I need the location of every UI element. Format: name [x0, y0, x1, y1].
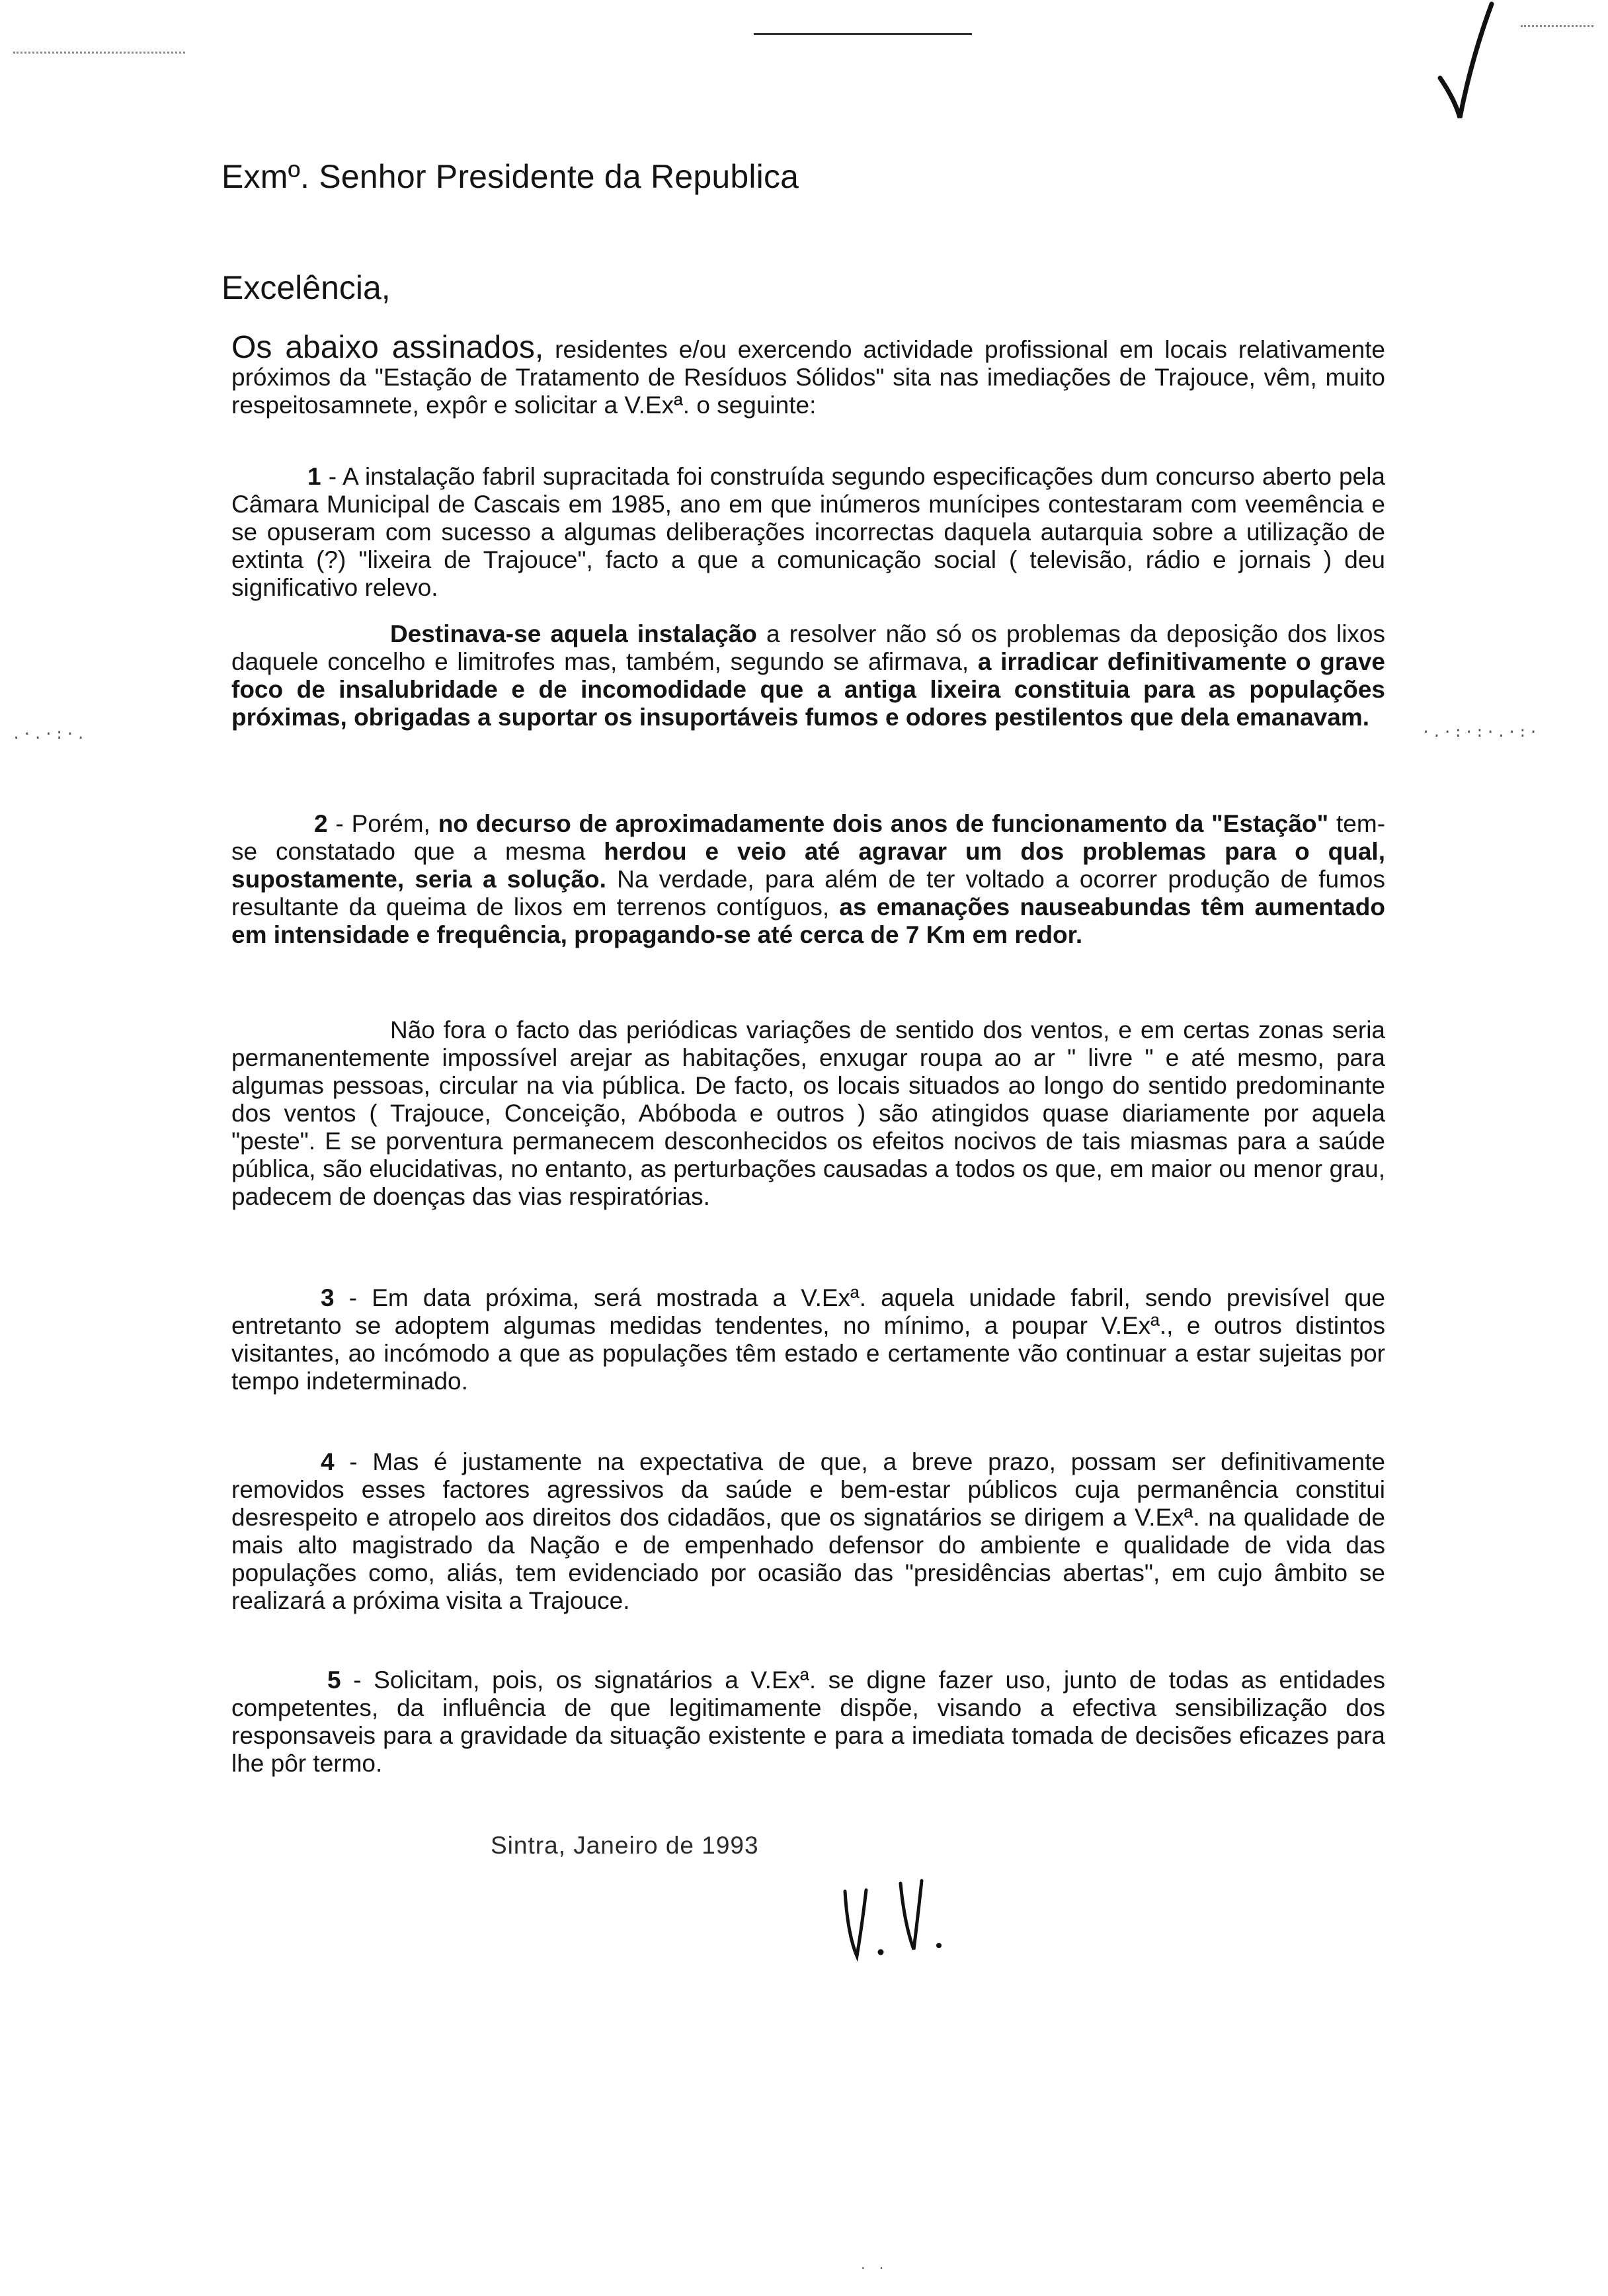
paragraph-5: [231, 1666, 1385, 1778]
place-date: Sintra, Janeiro de 1993: [491, 1832, 759, 1859]
intro-text: residentes e/ou exercendo actividade profissional em locais relativamente próximos da "Estação de Tratamento de Resíduos Sólidos" sita nas imediações de Trajouce, vêm, muito respeitosamnete, expôr e solicitar a V.Exª. o seguinte:: [231, 336, 1386, 419]
paragraph-4: [231, 1448, 1385, 1615]
handwritten-checkmark: [1435, 0, 1494, 132]
intro-lead: Os abaixo assinados,: [231, 330, 544, 365]
salutation: Exmº. Senhor Presidente da Republica: [221, 158, 799, 195]
scan-bottom-marks: · ·: [860, 2262, 887, 2276]
paragraph-number: 1: [307, 463, 321, 490]
paragraph-text: a resolver não só os problemas da deposição dos lixos daquele concelho e limitrofes mas, também, segundo se afirmava,: [231, 620, 1385, 675]
paragraph-text: Na verdade, para além de ter voltado a ocorrer produção de fumos resultante da queima de lixos em terrenos contíguos,: [231, 866, 1386, 921]
paragraph-bold-text: herdou e veio até agravar um dos problemas para o qual, supostamente, seria a solução.: [231, 838, 1385, 893]
intro-paragraph: [231, 330, 1386, 419]
paragraph-3: [231, 1284, 1385, 1395]
paragraph-number: 2: [314, 810, 328, 837]
paragraph-text: - Solicitam, pois, os signatários a V.Exª. se digne fazer uso, junto de todas as entidades competentes, da influência de que legitimamente dispõe, visando a efectiva sensibilização dos responsaveis para a gravidade da situação existente e para a imediata tomada de decisões eficazes para lhe pôr termo.: [231, 1666, 1385, 1777]
paragraph-bold-text: no decurso de aproximadamente dois anos de funcionamento da "Estação": [438, 810, 1329, 837]
paragraph-2-continued: [231, 1016, 1385, 1211]
paragraph-text: - Mas é justamente na expectativa de que, a breve prazo, possam ser definitivamente removidos esses factores agressivos da saúde e bem-estar públicos cuja permanência constitui desrespeito e atropelo aos direitos dos cidadãos, que os signatários se dirigem a V.Exª. na qualidade de mais alto magistrado da Nação e de empenhado defensor do ambiente e qualidade de vida das populações como, aliás, tem evidenciado por ocasião das "presidências abertas", em cujo âmbito se realizará a próxima visita a Trajouce.: [231, 1448, 1385, 1614]
scan-left-margin-marks: .·.·:·.: [12, 726, 87, 743]
paragraph-2: [231, 810, 1385, 949]
paragraph-text: - A instalação fabril supracitada foi construída segundo especificações dum concurso aberto pela Câmara Municipal de Cascais em 1985, ano em que inúmeros munícipes contestaram com veemência e se opuseram com sucesso a algumas deliberações incorrectas daquela autarquia sobre a utilização de extinta (?) "lixeira de Trajouce", facto a que a comunicação social ( televisão, rádio e jornais ) deu significativo relevo.: [231, 463, 1385, 601]
paragraph-1-continued: [231, 620, 1385, 731]
paragraph-bold-text: as emanações nauseabundas têm aumentado em intensidade e frequência, propagando-se até cerca de 7 Km em redor.: [231, 893, 1385, 948]
paragraph-bold-text: a irradicar definitivamente o grave foco de insalubridade e de incomodidade que a antiga lixeira constituia para as populações próximas, obrigadas a suportar os insuportáveis fumos e odores pestilentos que dela emanavam.: [231, 648, 1385, 731]
scan-right-margin-marks: ·.·:·:·.·:·: [1422, 724, 1540, 741]
paragraph-text: - Porém,: [327, 810, 438, 837]
scan-top-rule: [754, 33, 972, 35]
paragraph-1: [231, 463, 1385, 602]
paragraph-text: tem-se constatado que a mesma: [231, 810, 1386, 865]
handwritten-signature: [840, 1871, 972, 1964]
paragraph-text: - Em data próxima, será mostrada a V.Exª. aquela unidade fabril, sendo previsível que entretanto se adoptem algumas medidas tendentes, no mínimo, a poupar V.Exª., e outros distintos visitantes, ao incómodo a que as populações têm estado e certamente vão continuar a estar sujeitas por tempo indeterminado.: [231, 1284, 1385, 1395]
paragraph-number: 5: [327, 1666, 341, 1694]
greeting: Excelência,: [221, 269, 391, 306]
scan-top-left-dots: [13, 52, 185, 56]
paragraph-number: 4: [321, 1448, 335, 1475]
scan-top-right-dots: [1521, 25, 1593, 29]
paragraph-number: 3: [321, 1284, 335, 1311]
paragraph-bold-text: Destinava-se aquela instalação: [390, 620, 757, 647]
paragraph-text: Não fora o facto das periódicas variações de sentido dos ventos, e em certas zonas seria permanentemente impossível arejar as habitações, enxugar roupa ao ar " livre " e até mesmo, para algumas pessoas, circular na via pública. De facto, os locais situados ao longo do sentido predominante dos ventos ( Trajouce, Conceição, Abóboda e outros ) são atingidos quase diariamente por aquela "peste". E se porventura permanecem desconhecidos os efeitos nocivos de tais miasmas para a saúde pública, são elucidativas, no entanto, as perturbações causadas a todos os que, em maior ou menor grau, padecem de doenças das vias respiratórias.: [231, 1016, 1385, 1210]
